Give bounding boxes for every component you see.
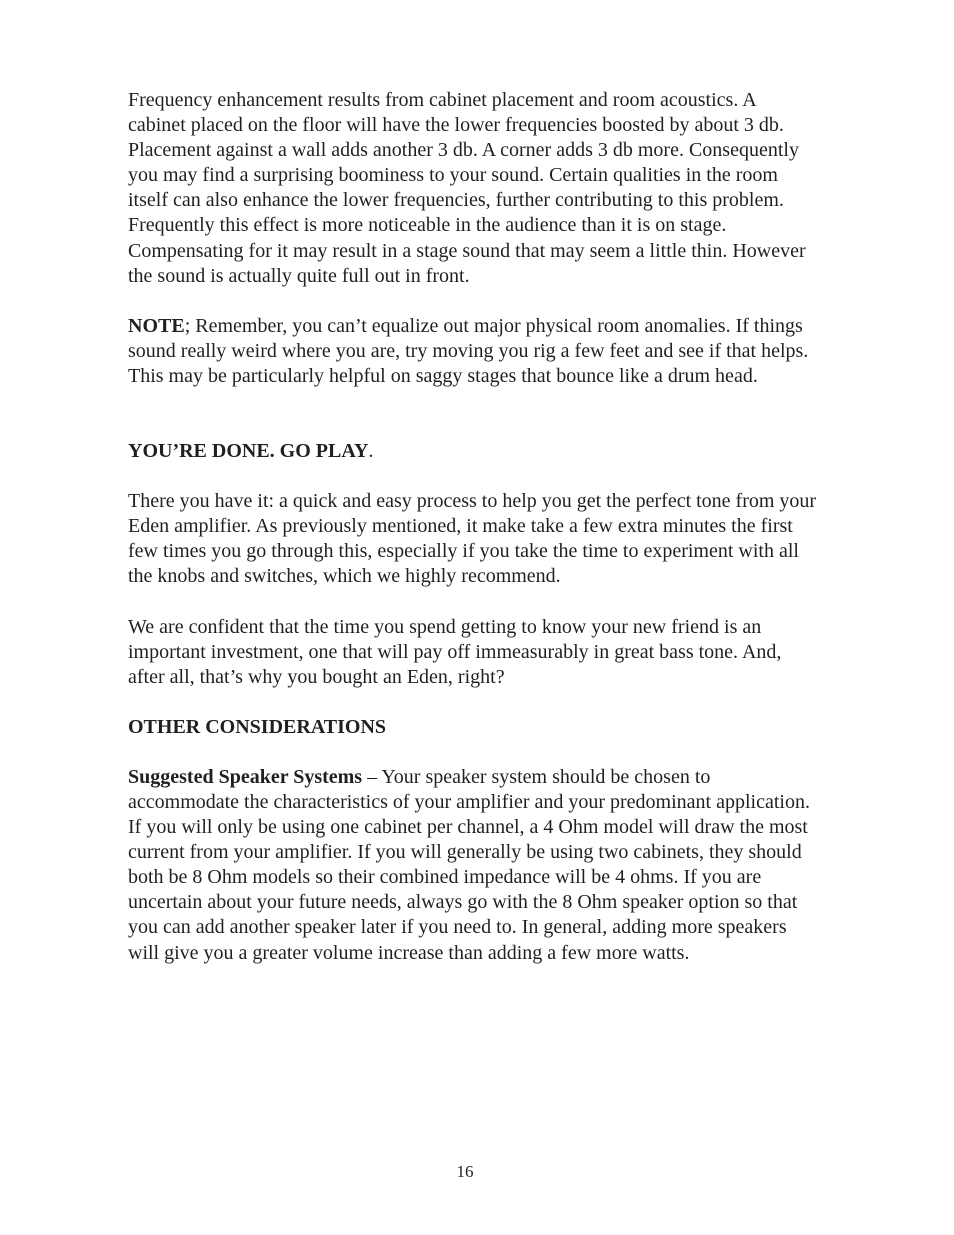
done-heading-text: YOU’RE DONE. GO PLAY bbox=[128, 440, 369, 463]
paragraph-confident: We are confident that the time you spend getting to know your new friend is an important investment, one that will pay off immeasurably in great bass tone. And, after all, that’s why you bought an Eden, right? bbox=[128, 615, 782, 688]
other-heading-text: OTHER CONSIDERATIONS bbox=[128, 715, 387, 738]
page-number: 16 bbox=[456, 1162, 474, 1181]
speaker-label: Suggested Speaker Systems bbox=[128, 765, 363, 788]
heading-done bbox=[128, 439, 818, 464]
note-text: ; Remember, you can’t equalize out major physical room anomalies. If things sound really weird where you are, try moving you rig a few feet and see if that helps. This may be particularly helpful on saggy stages that bounce like a drum head. bbox=[128, 314, 809, 387]
done-heading-period: . bbox=[368, 440, 374, 463]
paragraph-frequency-enhancement: Frequency enhancement results from cabinet placement and room acoustics. A cabinet placed on the floor will have the lower frequencies boosted by about 3 db. Placement against a wall adds another 3 db. A corner adds 3 db more. Consequently you may find a surprising boominess to your sound. Certain qualities in the room itself can also enhance the lower frequencies, further contributing to this problem. Frequently this effect is more noticeable in the audience than it is on stage. Compensating for it may result in a stage sound that may seem a little thin. However the sound is actually quite full out in front. bbox=[128, 89, 806, 287]
paragraph-speaker-systems bbox=[128, 765, 818, 966]
heading-other-considerations bbox=[128, 715, 818, 740]
speaker-text: – Your speaker system should be chosen to accommodate the characteristics of your amplifier and your predominant application. If you will only be using one cabinet per channel, a 4 Ohm model will draw the most current from your amplifier. If you will generally be using two cabinets, they should both be 8 Ohm models so their combined impedance will be 4 ohms. If you are uncertain about your future needs, always go with the 8 Ohm speaker option so that you can add another speaker later if you need to. In general, adding more speakers will give you a greater volume increase than adding a few more watts. bbox=[128, 765, 810, 964]
note-label: NOTE bbox=[128, 314, 185, 337]
paragraph-note bbox=[128, 314, 818, 389]
page-body bbox=[128, 88, 818, 966]
paragraph-quick-process: There you have it: a quick and easy process to help you get the perfect tone from your Eden amplifier. As previously mentioned, it make take a few extra minutes the first few times you go through this, especially if you take the time to experiment with all the knobs and switches, which we highly recommend. bbox=[128, 490, 817, 588]
